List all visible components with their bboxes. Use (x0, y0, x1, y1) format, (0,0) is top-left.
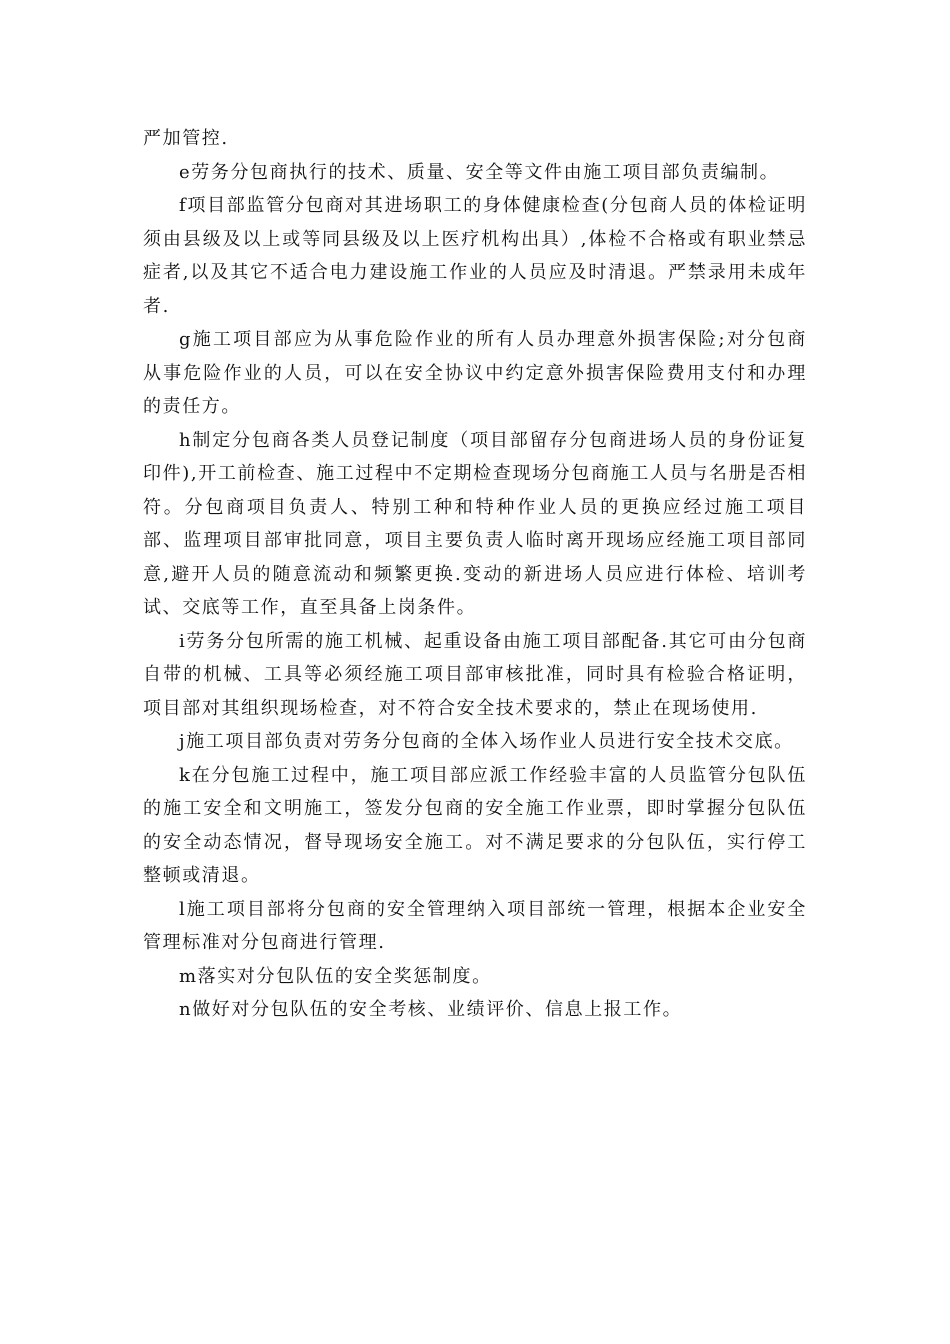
paragraph-item-k: k在分包施工过程中，施工项目部应派工作经验丰富的人员监管分包队伍的施工安全和文明施工，签发分包商的安全施工作业票，即时掌握分包队伍的安全动态情况，督导现场安全施工。对不满足要求的分包队伍，实行停工整顿或清退。 (143, 764, 807, 886)
paragraph-item-n: n做好对分包队伍的安全考核、业绩评价、信息上报工作。 (179, 999, 683, 1020)
document-body (143, 122, 807, 1027)
paragraph-item-e: e劳务分包商执行的技术、质量、安全等文件由施工项目部负责编制。 (179, 161, 780, 183)
paragraph-item-l: l施工项目部将分包商的安全管理纳入项目部统一管理，根据本企业安全管理标准对分包商进行管理. (143, 898, 807, 953)
paragraph-item-f: f项目部监管分包商对其进场职工的身体健康检查(分包商人员的体检证明须由县级及以上或等同县级及以上医疗机构出具）,体检不合格或有职业禁忌症者,以及其它不适合电力建设施工作业的人员应及时清退。严禁录用未成年者. (143, 195, 807, 317)
paragraph-item-h: h制定分包商各类人员登记制度（项目部留存分包商进场人员的身份证复印件),开工前检查、施工过程中不定期检查现场分包商施工人员与名册是否相符。分包商项目负责人、特别工种和特种作业人员的更换应经过施工项目部、监理项目部审批同意，项目主要负责人临时离开现场应经施工项目部同意,避开人员的随意流动和频繁更换.变动的新进场人员应进行体检、培训考试、交底等工作，直至具备上岗条件。 (143, 429, 807, 618)
paragraph-item-j: j施工项目部负责对劳务分包商的全体入场作业人员进行安全技术交底。 (179, 731, 794, 752)
paragraph-continuation: 严加管控. (143, 128, 229, 149)
paragraph-item-g: g施工项目部应为从事危险作业的所有人员办理意外损害保险;对分包商从事危险作业的人员，可以在安全协议中约定意外损害保险费用支付和办理的责任方。 (143, 329, 807, 417)
paragraph-item-m: m落实对分包队伍的安全奖惩制度。 (179, 965, 492, 987)
paragraph-item-i: i劳务分包所需的施工机械、起重设备由施工项目部配备.其它可由分包商自带的机械、工具等必须经施工项目部审核批准，同时具有检验合格证明，项目部对其组织现场检查，对不符合安全技术要求的，禁止在现场使用. (143, 630, 807, 719)
